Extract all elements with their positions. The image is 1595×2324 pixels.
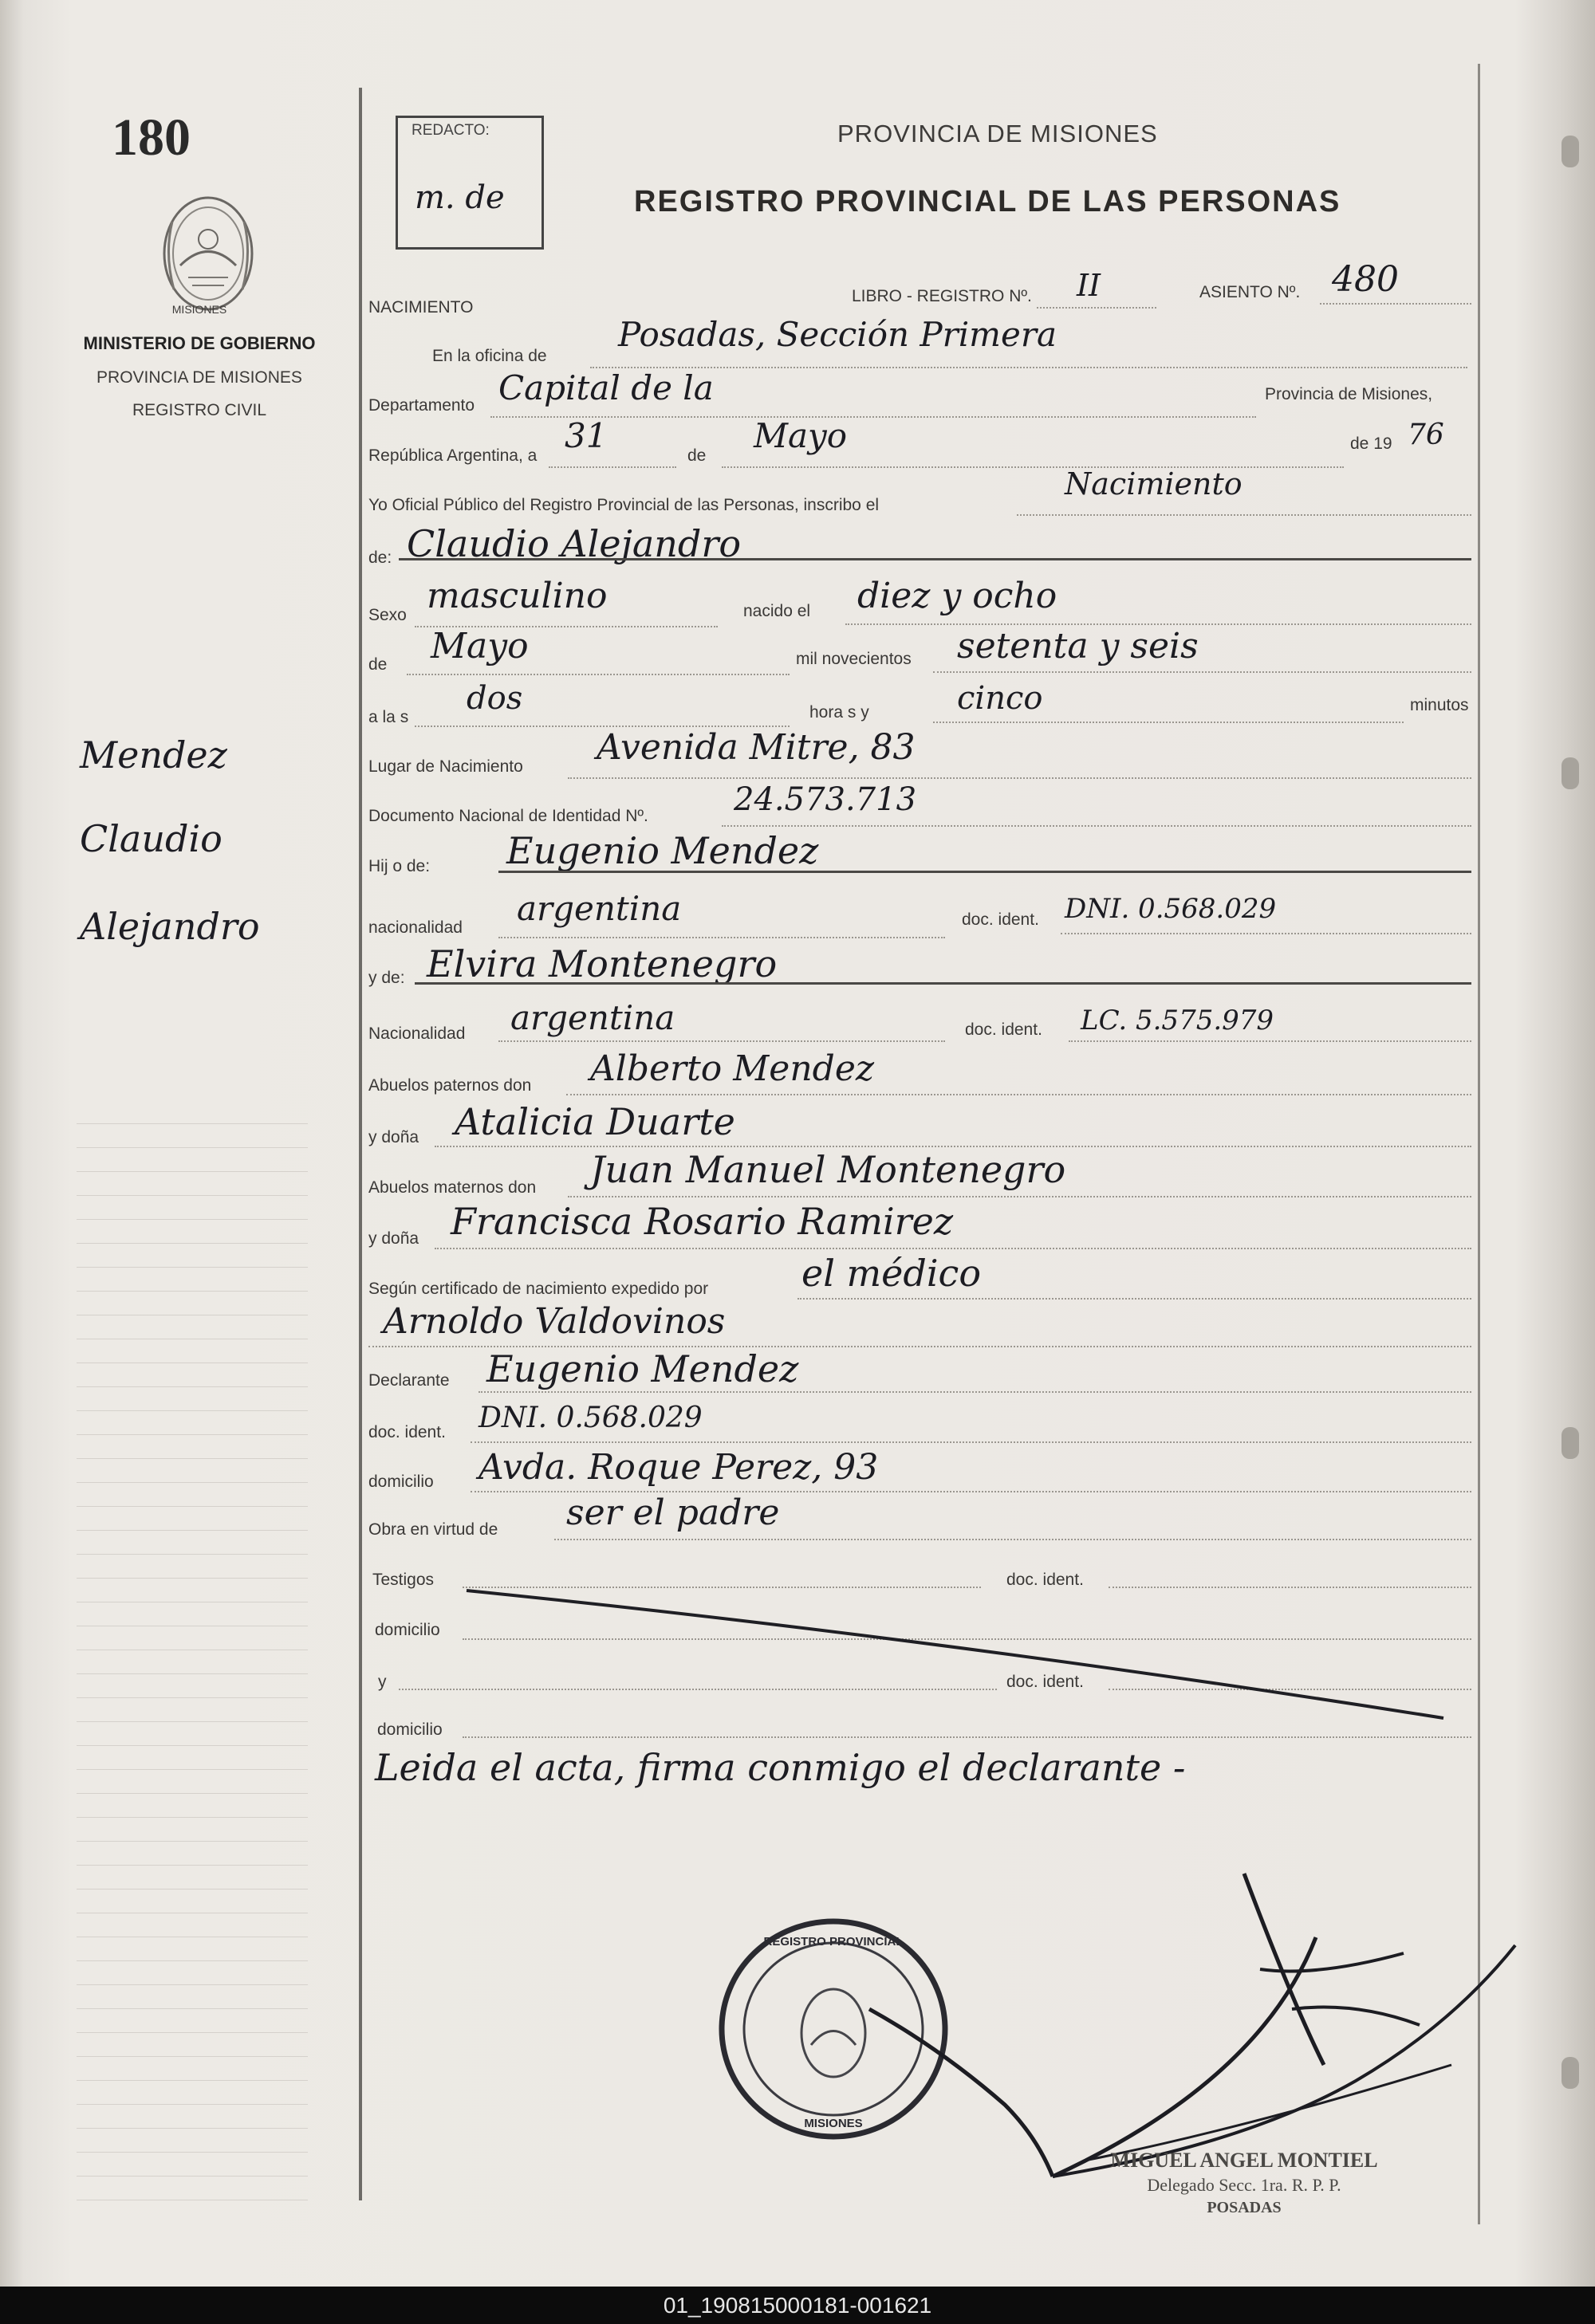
nacionalidad-padre: argentina [517, 889, 682, 928]
padre-value: Eugenio Mendez [506, 829, 819, 872]
documento-value: 24.573.713 [734, 781, 917, 818]
madre-value: Elvira Montenegro [427, 942, 778, 985]
testigos-label: Testigos [372, 1571, 435, 1589]
registry-title: REGISTRO PROVINCIAL DE LAS PERSONAS [634, 185, 1341, 218]
ministry-office: REGISTRO CIVIL [132, 401, 267, 419]
doc-madre: LC. 5.575.979 [1081, 1005, 1274, 1036]
margin-ruled-lines [77, 1100, 308, 2200]
oficial-value: Nacimiento [1065, 466, 1243, 501]
doc-declarante: DNI. 0.568.029 [478, 1402, 703, 1434]
docident-label-2: doc. ident. [965, 1020, 1042, 1039]
libro-label: LIBRO - REGISTRO Nº. [852, 287, 1032, 305]
domicilio-label-2: domicilio [375, 1621, 440, 1639]
mes-nac-value: Mayo [431, 626, 529, 667]
abuelos-mat-label: Abuelos maternos don [368, 1178, 537, 1197]
alas-label: a la s [368, 708, 409, 726]
horas-value: dos [467, 680, 523, 717]
minutos-value: cinco [957, 680, 1043, 717]
de-anio-label: de 19 [1350, 435, 1392, 453]
y-label: y [378, 1673, 387, 1691]
asiento-label: ASIENTO Nº. [1199, 283, 1301, 301]
province-title: PROVINCIA DE MISIONES [837, 120, 1158, 147]
coat-of-arms-icon [156, 190, 260, 317]
ministry-name: MINISTERIO DE GOBIERNO [83, 333, 316, 353]
witness-strike-line [463, 1583, 1451, 1726]
sexo-value: masculino [427, 576, 608, 616]
binding-hole [1562, 2057, 1579, 2089]
provincia-label: Provincia de Misiones, [1265, 385, 1433, 403]
oficial-label: Yo Oficial Público del Registro Provincial de las Personas, inscribo el [368, 496, 880, 514]
documento-label: Documento Nacional de Identidad Nº. [368, 807, 648, 825]
hijo-label: Hij o de: [368, 857, 431, 875]
binding-hole [1562, 1427, 1579, 1459]
de-label-3: de [368, 655, 388, 674]
medico-value: Arnoldo Valdovinos [383, 1301, 726, 1342]
binding-hole [1562, 136, 1579, 167]
lugar-label: Lugar de Nacimiento [368, 757, 523, 776]
sexo-label: Sexo [368, 606, 407, 624]
signer-role: Delegado Secc. 1ra. R. P. P. [1147, 2175, 1341, 2195]
oficina-value: Posadas, Sección Primera [618, 315, 1057, 354]
ydona-label: y doña [368, 1128, 419, 1146]
cierre-value: Leida el acta, firma conmigo el declarante - [375, 1746, 1186, 1789]
svg-text:REGISTRO PROVINCIAL: REGISTRO PROVINCIAL [763, 1935, 904, 1948]
obra-label: Obra en virtud de [368, 1520, 498, 1539]
lugar-value: Avenida Mitre, 83 [597, 727, 916, 768]
abuelo-pat-value: Alberto Mendez [590, 1048, 875, 1089]
yde-label: y de: [368, 969, 405, 987]
segun-value: el médico [801, 1252, 982, 1295]
docident-label-3: doc. ident. [368, 1423, 446, 1441]
mes-value: Mayo [754, 416, 848, 455]
nacionalidad-label: nacionalidad [368, 918, 463, 937]
mil-label: mil novecientos [796, 650, 912, 668]
republica-label: República Argentina, a [368, 446, 538, 465]
record-type: NACIMIENTO [368, 298, 474, 317]
nacionalidad-madre: argentina [510, 998, 675, 1037]
abuelos-pat-label: Abuelos paternos don [368, 1076, 532, 1095]
abuela-mat-value: Francisca Rosario Ramirez [451, 1200, 954, 1243]
departamento-value: Capital de la [498, 368, 714, 407]
signer-name: MIGUEL ANGEL MONTIEL [1110, 2149, 1378, 2172]
doc-padre: DNI. 0.568.029 [1065, 893, 1277, 925]
official-signature [845, 1842, 1523, 2192]
seal-caption: MISIONES [171, 303, 227, 316]
nombre-value: Claudio Alejandro [407, 522, 742, 565]
signer-city: POSADAS [1207, 2199, 1282, 2216]
redacto-value: m. de [415, 179, 505, 216]
ministry-province: PROVINCIA DE MISIONES [96, 368, 302, 387]
de-label: de [687, 446, 707, 465]
margin-surname: Mendez [80, 733, 227, 777]
domicilio-label: domicilio [368, 1473, 434, 1491]
nacido-label: nacido el [743, 602, 811, 620]
minutos-label: minutos [1410, 696, 1469, 714]
docident-label: doc. ident. [962, 910, 1039, 929]
dia-value: 31 [565, 416, 608, 455]
domicilio-label-3: domicilio [377, 1720, 443, 1739]
margin-middle-name: Alejandro [80, 905, 260, 948]
abuelo-mat-value: Juan Manuel Montenegro [590, 1148, 1066, 1191]
file-id-footer: 01_190815000181-001621 [0, 2287, 1595, 2324]
abuela-pat-value: Atalicia Duarte [455, 1100, 735, 1143]
declarante-value: Eugenio Mendez [486, 1347, 799, 1390]
de-label-2: de: [368, 549, 392, 567]
horas-label: hora s y [809, 703, 869, 722]
redacto-label: REDACTO: [412, 122, 490, 139]
docident-label-5: doc. ident. [1006, 1673, 1084, 1691]
segun-label: Según certificado de nacimiento expedido por [368, 1280, 709, 1298]
margin-rule [359, 88, 362, 2200]
domicilio-value: Avda. Roque Perez, 93 [478, 1447, 879, 1488]
declarante-label: Declarante [368, 1371, 450, 1390]
svg-text:MISIONES: MISIONES [804, 2117, 863, 2130]
anio-nac-value: setenta y seis [957, 626, 1199, 667]
departamento-label: Departamento [368, 396, 475, 415]
margin-first-name: Claudio [80, 817, 223, 860]
obra-value: ser el padre [566, 1492, 780, 1533]
anio-value: 76 [1408, 419, 1444, 451]
binding-hole [1562, 757, 1579, 789]
asiento-value: 480 [1332, 259, 1399, 300]
docident-label-4: doc. ident. [1006, 1571, 1084, 1589]
nacido-value: diez y ocho [857, 576, 1057, 616]
page-number: 180 [112, 108, 191, 167]
oficina-label: En la oficina de [432, 347, 547, 365]
ydona-label-2: y doña [368, 1229, 419, 1248]
nacionalidad-label-2: Nacionalidad [368, 1024, 466, 1043]
libro-value: II [1077, 268, 1101, 303]
